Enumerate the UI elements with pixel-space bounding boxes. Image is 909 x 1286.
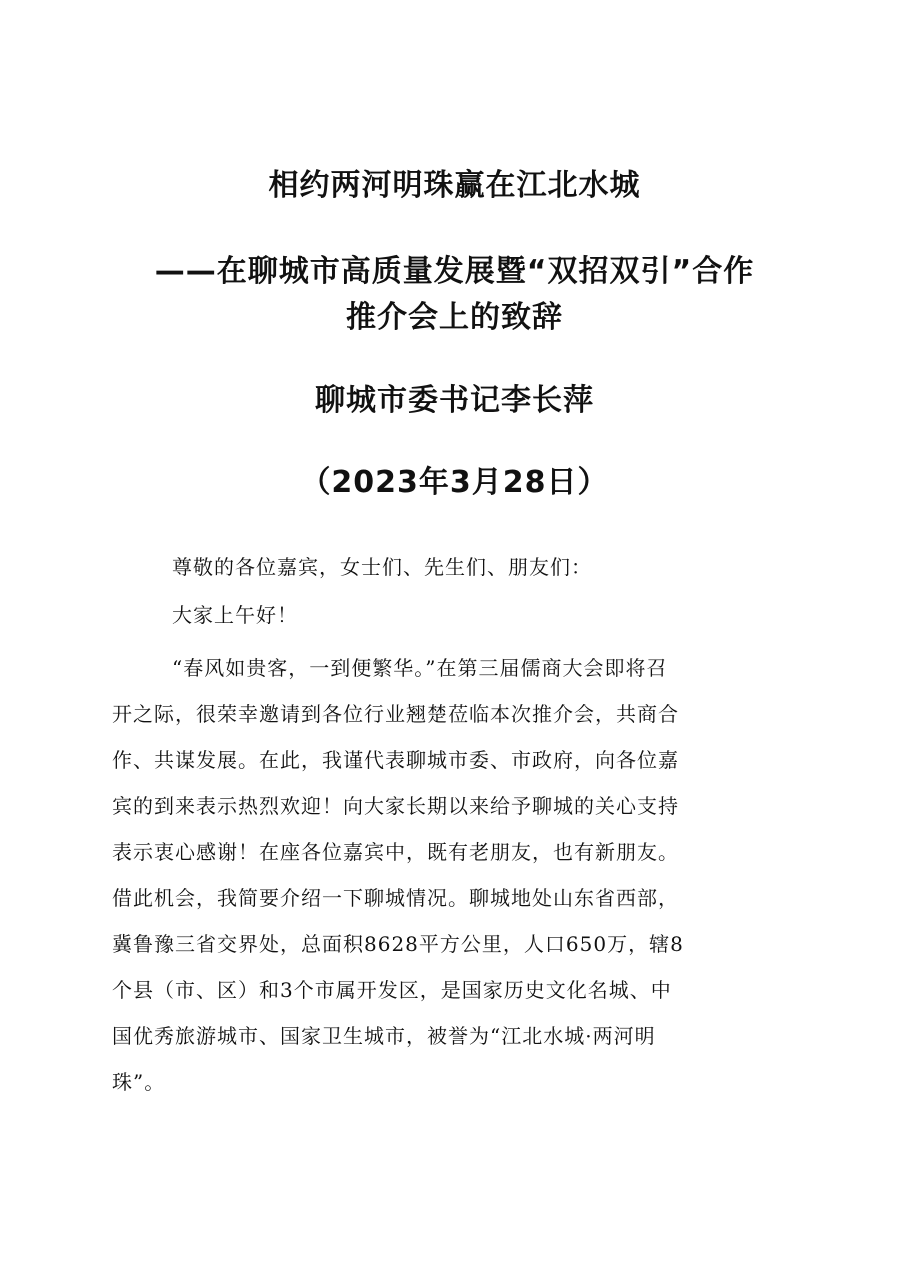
paragraph-line: 冀鲁豫三省交界处，总面积8628平方公里，人口650万，辖8	[112, 932, 684, 956]
document-date: （2023年3月28日）	[300, 465, 609, 500]
document-subtitle-line-2: 推介会上的致辞	[346, 300, 563, 335]
paragraph-line: “春风如贵客，一到便繁华。”在第三届儒商大会即将召	[172, 656, 668, 680]
speech-paragraph	[112, 645, 812, 1105]
paragraph-line: 个县（市、区）和3个市属开发区，是国家历史文化名城、中	[112, 978, 672, 1002]
greeting-line: 尊敬的各位嘉宾，女士们、先生们、朋友们：	[172, 555, 592, 579]
hello-line: 大家上午好！	[172, 603, 298, 627]
paragraph-line: 珠”。	[112, 1070, 166, 1094]
paragraph-line: 借此机会，我简要介绍一下聊城情况。聊城地处山东省西部，	[112, 886, 679, 910]
document-subtitle-line-1: ——在聊城市高质量发展暨“双招双引”合作	[154, 254, 755, 289]
document-title: 相约两河明珠赢在江北水城	[268, 168, 641, 203]
document-author: 聊城市委书记李长萍	[315, 383, 594, 418]
paragraph-line: 作、共谋发展。在此，我谨代表聊城市委、市政府，向各位嘉	[112, 748, 679, 772]
paragraph-line: 开之际，很荣幸邀请到各位行业翘楚莅临本次推介会，共商合	[112, 702, 679, 726]
paragraph-line: 表示衷心感谢！在座各位嘉宾中，既有老朋友，也有新朋友。	[112, 840, 679, 864]
paragraph-line: 国优秀旅游城市、国家卫生城市，被誉为“江北水城·两河明	[112, 1024, 656, 1048]
paragraph-line: 宾的到来表示热烈欢迎！向大家长期以来给予聊城的关心支持	[112, 794, 679, 818]
